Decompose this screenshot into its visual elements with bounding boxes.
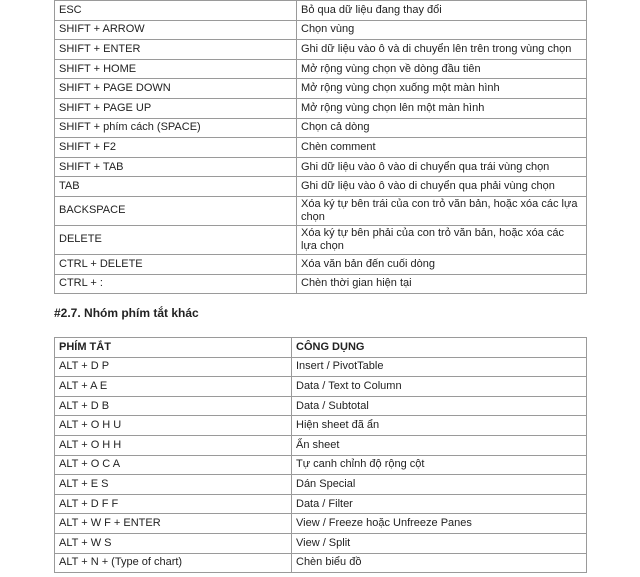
table-row	[55, 435, 587, 455]
shortcut-description: Insert / PivotTable	[292, 357, 587, 377]
shortcut-table-editing	[54, 0, 587, 294]
shortcut-key: ESC	[55, 1, 297, 21]
table-row	[55, 396, 587, 416]
table-row	[55, 553, 587, 573]
table-row	[55, 514, 587, 534]
table-row	[55, 20, 587, 40]
shortcut-key: SHIFT + PAGE UP	[55, 98, 297, 118]
table-row	[55, 79, 587, 99]
shortcut-description: Ghi dữ liệu vào ô vào di chuyển qua phải vùng chọn	[297, 177, 587, 197]
shortcut-description: Chọn vùng	[297, 20, 587, 40]
shortcut-key: ALT + W F + ENTER	[55, 514, 292, 534]
table-row	[55, 494, 587, 514]
table-row	[55, 98, 587, 118]
table-row	[55, 533, 587, 553]
shortcut-description: Xóa ký tự bên trái của con trỏ văn bản, hoặc xóa các lựa chọn	[297, 196, 587, 225]
table-row	[55, 157, 587, 177]
shortcut-key: BACKSPACE	[55, 196, 297, 225]
table-row	[55, 475, 587, 495]
shortcut-key: SHIFT + HOME	[55, 59, 297, 79]
shortcut-description: Chèn thời gian hiện tại	[297, 274, 587, 294]
table-row	[55, 196, 587, 225]
table-row	[55, 59, 587, 79]
shortcut-key: ALT + O H H	[55, 435, 292, 455]
shortcut-description: Chọn cả dòng	[297, 118, 587, 138]
shortcut-description: Data / Subtotal	[292, 396, 587, 416]
shortcut-table-other	[54, 337, 587, 573]
shortcut-key: CTRL + :	[55, 274, 297, 294]
table-row	[55, 177, 587, 197]
shortcut-description: Mở rộng vùng chọn xuống một màn hình	[297, 79, 587, 99]
shortcut-key: ALT + W S	[55, 533, 292, 553]
shortcut-description: Chèn comment	[297, 138, 587, 158]
shortcut-key: SHIFT + TAB	[55, 157, 297, 177]
table-row	[55, 225, 587, 254]
table-row	[55, 377, 587, 397]
shortcut-description: View / Freeze hoặc Unfreeze Panes	[292, 514, 587, 534]
shortcut-description: Ghi dữ liệu vào ô vào di chuyển qua trái vùng chọn	[297, 157, 587, 177]
shortcut-description: Tự canh chỉnh độ rộng cột	[292, 455, 587, 475]
shortcut-description: Data / Filter	[292, 494, 587, 514]
shortcut-description: Mở rộng vùng chọn về dòng đầu tiên	[297, 59, 587, 79]
shortcut-key: ALT + D B	[55, 396, 292, 416]
table-row	[55, 40, 587, 60]
shortcut-key: ALT + E S	[55, 475, 292, 495]
shortcut-description: Bỏ qua dữ liệu đang thay đổi	[297, 1, 587, 21]
shortcut-key: SHIFT + phím cách (SPACE)	[55, 118, 297, 138]
shortcut-key: SHIFT + F2	[55, 138, 297, 158]
table-row	[55, 138, 587, 158]
table-row	[55, 416, 587, 436]
table-row	[55, 455, 587, 475]
shortcut-description: Dán Special	[292, 475, 587, 495]
table-row	[55, 274, 587, 294]
shortcut-description: Ẩn sheet	[292, 435, 587, 455]
shortcut-key: TAB	[55, 177, 297, 197]
shortcut-key: SHIFT + ARROW	[55, 20, 297, 40]
shortcut-description: Hiện sheet đã ẩn	[292, 416, 587, 436]
table-row	[55, 118, 587, 138]
table-row	[55, 1, 587, 21]
column-header-usage: CÔNG DỤNG	[292, 338, 587, 358]
table-row	[55, 357, 587, 377]
shortcut-description: Xóa văn bản đến cuối dòng	[297, 254, 587, 274]
shortcut-key: CTRL + DELETE	[55, 254, 297, 274]
shortcut-description: Xóa ký tự bên phải của con trỏ văn bản, hoặc xóa các lựa chọn	[297, 225, 587, 254]
table-header-row	[55, 338, 587, 358]
shortcut-key: ALT + O C A	[55, 455, 292, 475]
shortcut-key: SHIFT + ENTER	[55, 40, 297, 60]
shortcut-description: Ghi dữ liệu vào ô và di chuyển lên trên trong vùng chọn	[297, 40, 587, 60]
shortcut-description: View / Split	[292, 533, 587, 553]
shortcut-description: Data / Text to Column	[292, 377, 587, 397]
shortcut-key: ALT + O H U	[55, 416, 292, 436]
shortcut-key: SHIFT + PAGE DOWN	[55, 79, 297, 99]
shortcut-key: DELETE	[55, 225, 297, 254]
shortcut-key: ALT + D F F	[55, 494, 292, 514]
shortcut-key: ALT + N + (Type of chart)	[55, 553, 292, 573]
column-header-shortcut: PHÍM TẮT	[55, 338, 292, 358]
shortcut-key: ALT + A E	[55, 377, 292, 397]
shortcut-key: ALT + D P	[55, 357, 292, 377]
shortcut-description: Mở rộng vùng chọn lên một màn hình	[297, 98, 587, 118]
section-heading: #2.7. Nhóm phím tắt khác	[54, 306, 199, 320]
shortcut-description: Chèn biểu đồ	[292, 553, 587, 573]
table-row	[55, 254, 587, 274]
